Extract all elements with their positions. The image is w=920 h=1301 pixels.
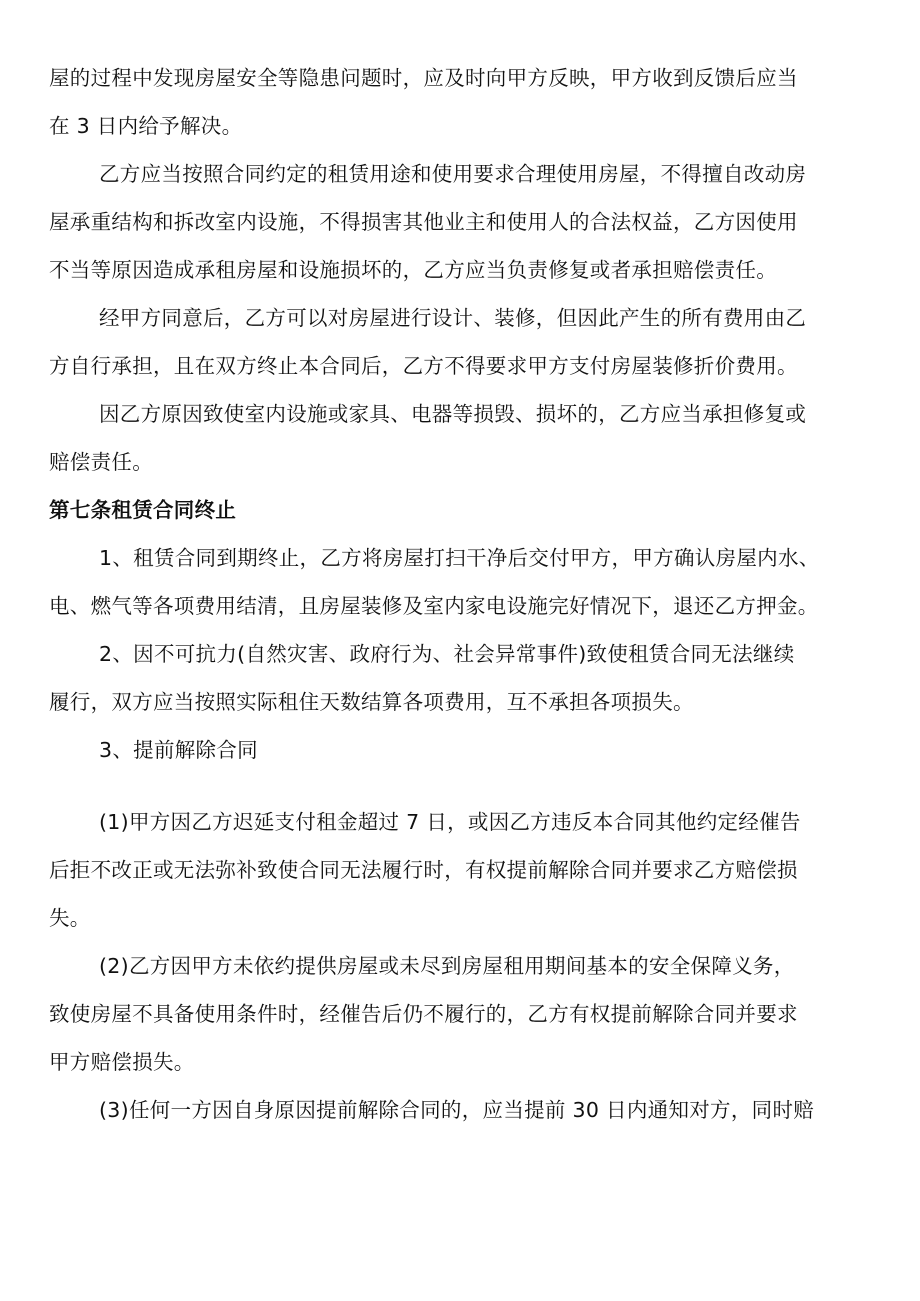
paragraph-renovation <box>49 298 879 394</box>
sub-clause-1 <box>49 802 879 946</box>
paragraph-damage <box>49 394 879 490</box>
paragraph-safety-hazard <box>49 58 879 154</box>
sub-clause-2 <box>49 946 879 1090</box>
text-line: 履行，双方应当按照实际租住天数结算各项费用，互不承担各项损失。 <box>49 690 694 714</box>
clause-1 <box>49 538 879 634</box>
text-line: (1)甲方因乙方迟延支付租金超过 7 日，或因乙方违反本合同其他约定经催告 <box>99 810 801 834</box>
text-line: 1、租赁合同到期终止，乙方将房屋打扫干净后交付甲方，甲方确认房屋内水、 <box>99 546 820 570</box>
clause-2 <box>49 634 879 730</box>
text-line: 屋的过程中发现房屋安全等隐患问题时，应及时向甲方反映，甲方收到反馈后应当 <box>49 66 798 90</box>
text-line: 因乙方原因致使室内设施或家具、电器等损毁、损坏的，乙方应当承担修复或 <box>99 402 807 426</box>
text-line: 失。 <box>49 906 91 930</box>
text-line: 赔偿责任。 <box>49 450 153 474</box>
text-line: (3)任何一方因自身原因提前解除合同的，应当提前 30 日内通知对方，同时赔 <box>99 1098 815 1122</box>
text-line: 2、因不可抗力(自然灾害、政府行为、社会异常事件)致使租赁合同无法继续 <box>99 642 795 666</box>
text-line: 3、提前解除合同 <box>99 738 258 762</box>
text-line: 乙方应当按照合同约定的租赁用途和使用要求合理使用房屋，不得擅自改动房 <box>99 162 807 186</box>
text-line: 方自行承担，且在双方终止本合同后，乙方不得要求甲方支付房屋装修折价费用。 <box>49 354 798 378</box>
spacer <box>49 778 879 802</box>
clause-3 <box>49 730 879 778</box>
text-line: 致使房屋不具备使用条件时，经催告后仍不履行的，乙方有权提前解除合同并要求 <box>49 1002 798 1026</box>
section-heading: 第七条租赁合同终止 <box>49 498 237 522</box>
text-line: (2)乙方因甲方未依约提供房屋或未尽到房屋租用期间基本的安全保障义务， <box>99 954 795 978</box>
text-line: 不当等原因造成承租房屋和设施损坏的，乙方应当负责修复或者承担赔偿责任。 <box>49 258 777 282</box>
document-body <box>49 58 879 1138</box>
text-line: 后拒不改正或无法弥补致使合同无法履行时，有权提前解除合同并要求乙方赔偿损 <box>49 858 798 882</box>
text-line: 甲方赔偿损失。 <box>49 1050 195 1074</box>
sub-clause-3 <box>49 1090 879 1138</box>
text-line: 电、燃气等各项费用结清，且房屋装修及室内家电设施完好情况下，退还乙方押金。 <box>49 594 819 618</box>
text-line: 屋承重结构和拆改室内设施，不得损害其他业主和使用人的合法权益，乙方因使用 <box>49 210 798 234</box>
paragraph-proper-use <box>49 154 879 298</box>
text-line: 经甲方同意后，乙方可以对房屋进行设计、装修，但因此产生的所有费用由乙 <box>99 306 807 330</box>
text-line: 在 3 日内给予解决。 <box>49 114 243 138</box>
